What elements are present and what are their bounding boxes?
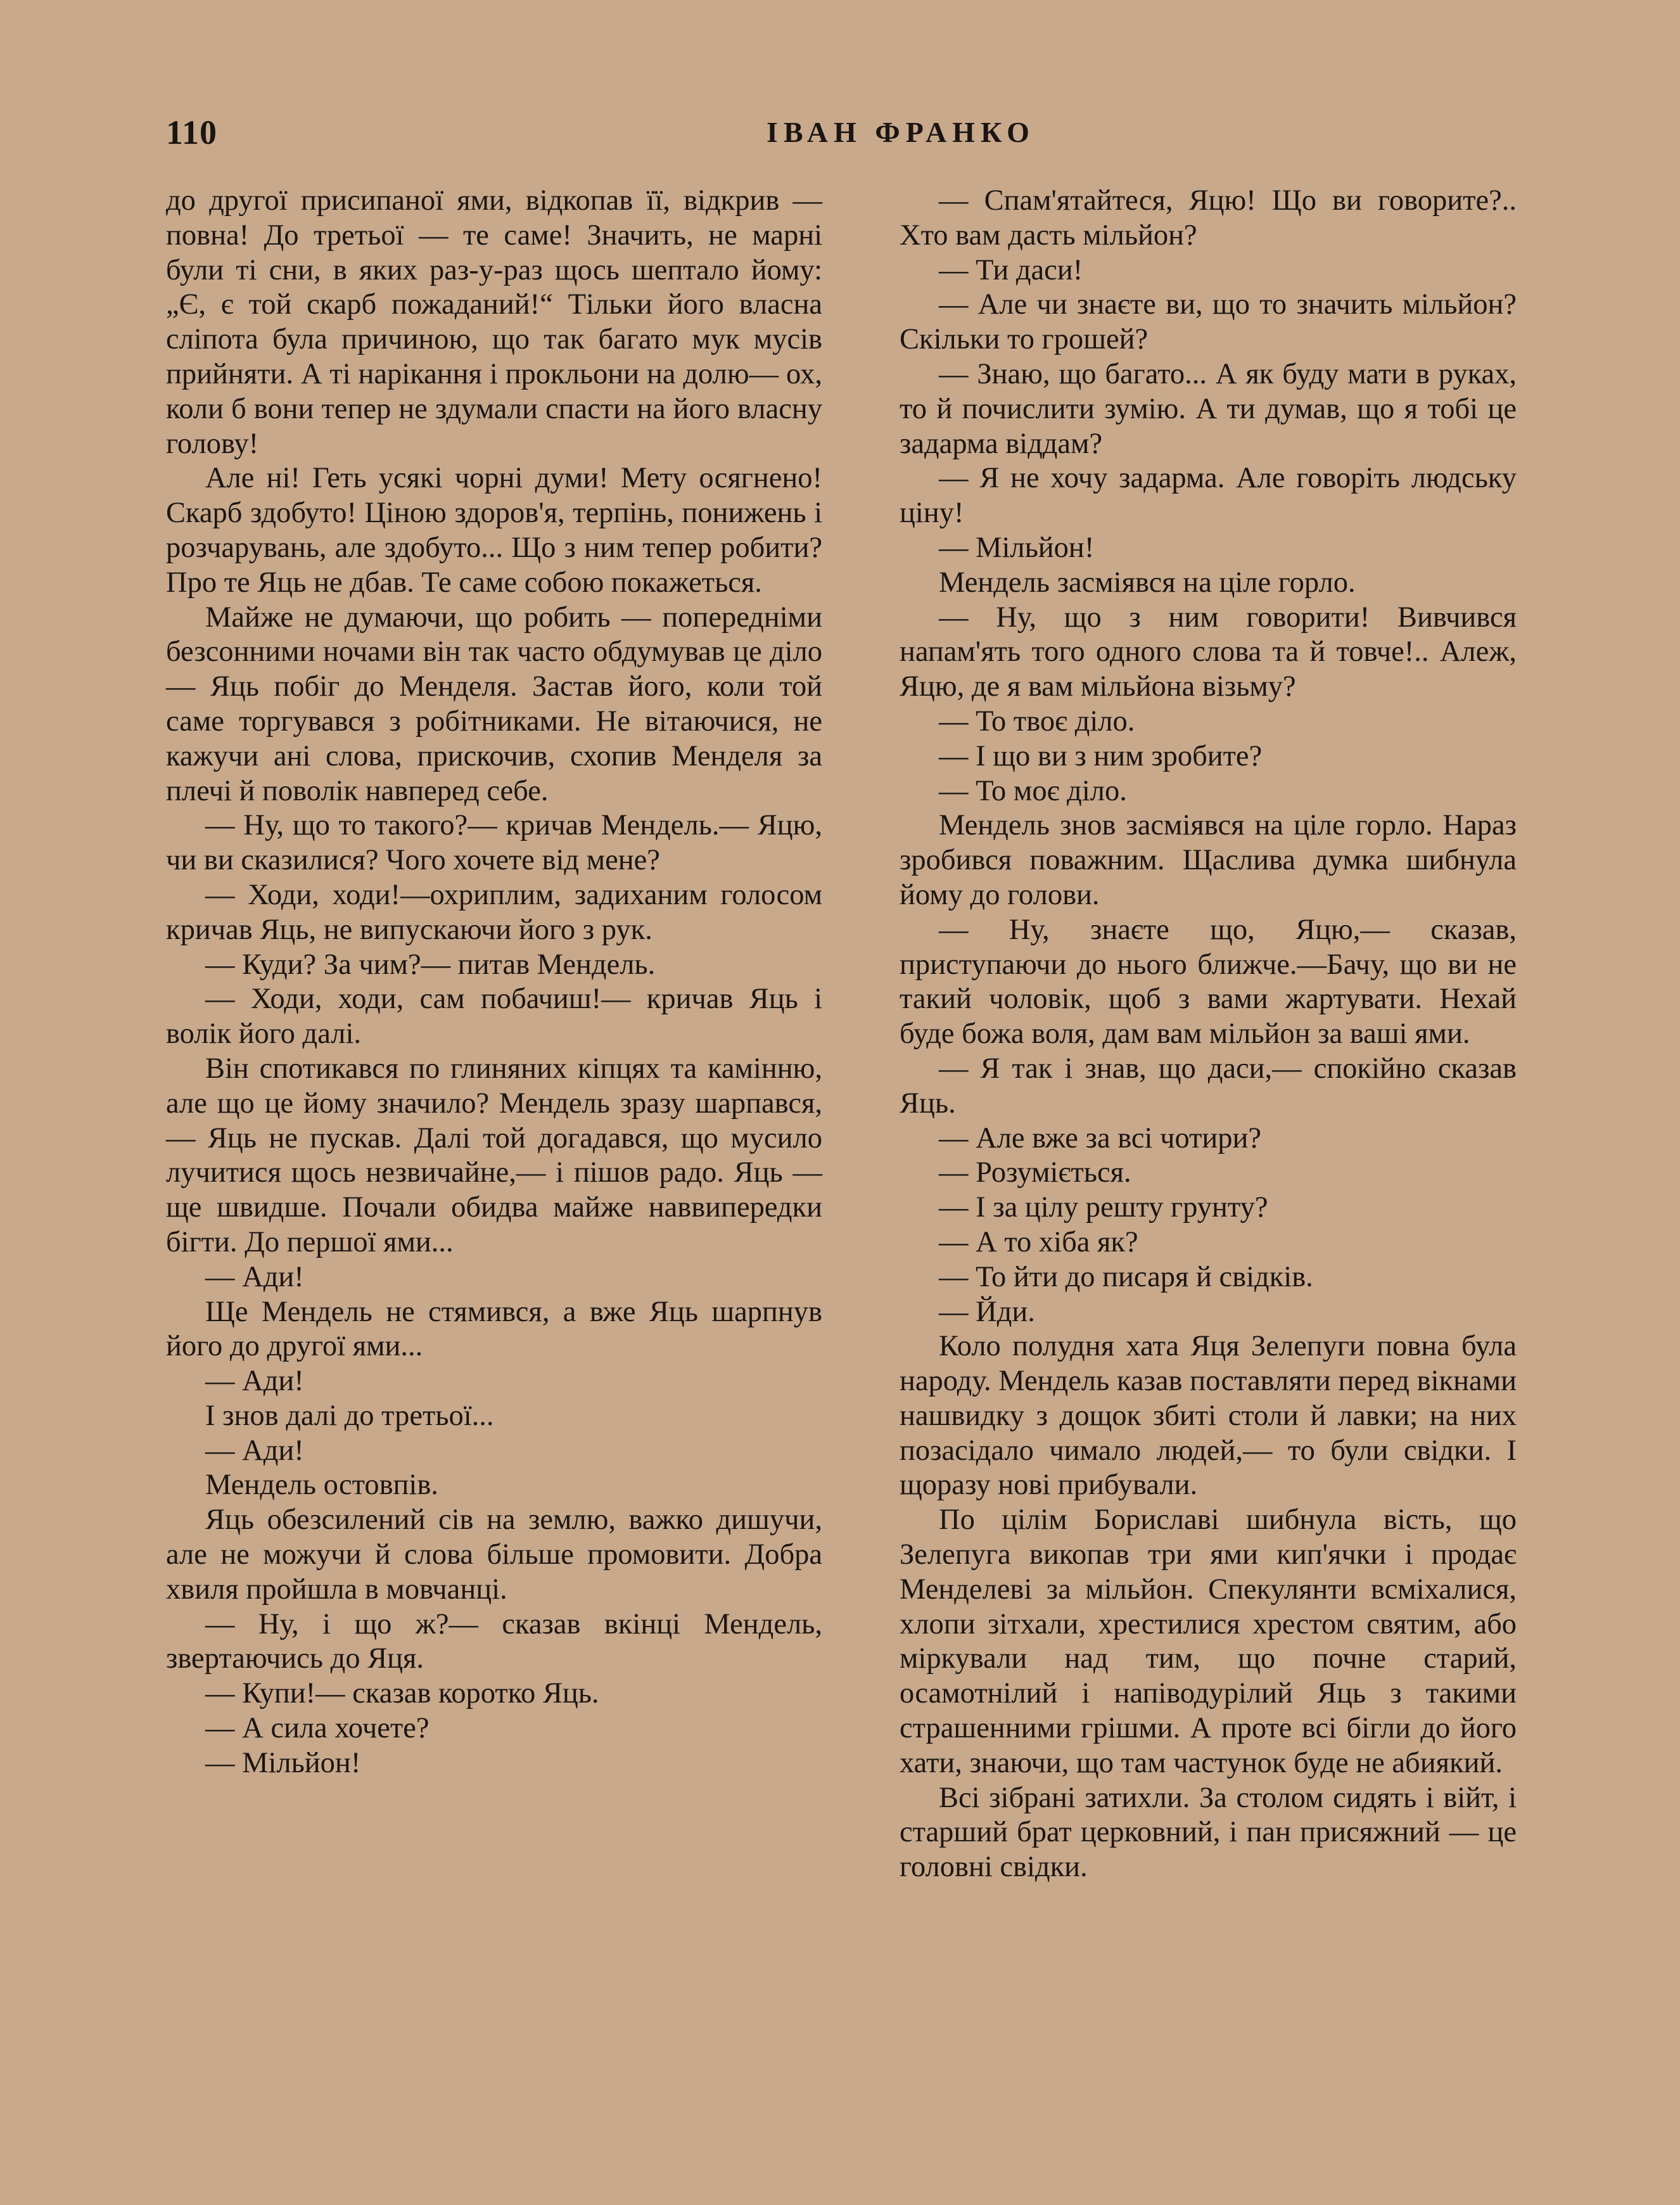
right-column [900,184,1517,1885]
paragraph: — І що ви з ним зробите? [939,739,1263,772]
paragraph: — Ти даси! [939,253,1083,286]
paragraph: — Ади! [205,1365,304,1398]
paragraph: — Я не хочу задарма. Але говоріть людську ціну! [900,462,1517,530]
page-number: 110 [166,113,218,151]
paragraph: Всі зібрані затихли. За столом сидять і війт, і старший брат церковний, і пан присяжний — це головні свідки. [900,1781,1517,1884]
paragraph: — Мільйон! [205,1746,361,1779]
left-column [166,184,822,1781]
paragraph: — Мільйон! [939,531,1095,564]
paragraph: Яць обезсилений сів на землю, важко дишучи, але не можучи й слова більше промовити. Добра хвиля пройшла в мовчанці. [166,1504,822,1606]
paragraph: — Ну, знаєте що, Яцю,— сказав, приступаючи до нього ближче.—Бачу, що ви не такий чоловік, щоб з вами жартувати. Нехай буде божа воля, дам вам мільйон за ваші ями. [900,913,1517,1051]
paragraph: — То йти до писаря й свідків. [939,1260,1313,1293]
paragraph: Він спотикався по глиняних кіпцях та камінню, але що це йому значило? Мендель зразу шарпався,— Яць не пускав. Далі той догадався, що мусило лучитися щось незвичайне,— і пішов радо. Яць — ще швидше. Почали обидва майже наввипередки бігти. До першої ями... [166,1052,822,1258]
paragraph: — Ади! [205,1434,304,1467]
paragraph: — Я так і знав, що даси,— спокійно сказав Яць. [900,1052,1517,1120]
paragraph: Майже не думаючи, що робить — попередніми безсонними ночами він так часто обдумував це діло — Яць побіг до Менделя. Застав його, коли той саме торгувався з робітниками. Не вітаючися, не кажучи ані слова, прискочив, схопив Менделя за плечі й поволік навперед себе. [166,601,822,807]
paragraph: — Розуміється. [939,1156,1131,1189]
paragraph: Мендель знов засміявся на ціле горло. Нараз зробився поважним. Щаслива думка шибнула йому до голови. [900,809,1517,911]
running-head: ІВАН ФРАНКО [767,116,1035,148]
paragraph: Але ні! Геть усякі чорні думи! Мету осягнено! Скарб здобуто! Ціною здоров'я, терпінь, понижень і розчарувань, але здобуто... Що з ним тепер робити? Про те Яць не дбав. Те саме собою покажеться. [166,462,822,599]
paragraph: Мендель остовпів. [205,1469,438,1502]
paragraph: — А сила хочете? [205,1712,430,1745]
paragraph: — Спам'ятайтеся, Яцю! Що ви говорите?.. Хто вам дасть мільйон? [900,184,1517,252]
paragraph: — Ну, і що ж?— сказав вкінці Мендель, звертаючись до Яця. [166,1607,822,1675]
paragraph: — Знаю, що багато... А як буду мати в руках, то й почислити зумію. А ти думав, що я тобі це задарма віддам? [900,357,1517,460]
paragraph: — Але чи знаєте ви, що то значить мільйон? Скільки то грошей? [900,288,1517,356]
paragraph: Мендель засміявся на ціле горло. [939,566,1356,599]
paragraph: — Ну, що то такого?— кричав Мендель.— Яцю, чи ви сказилися? Чого хочете від мене? [166,809,822,877]
paragraph: — Купи!— сказав коротко Яць. [205,1677,599,1710]
paragraph: — Куди? За чим?— питав Мендель. [205,948,656,981]
paragraph: Коло полудня хата Яця Зелепуги повна була народу. Мендель казав поставляти перед вікнами нашвидку з дощок збиті столи й лавки; на них позасідало чимало людей,— то були свідки. І щоразу нові прибували. [900,1330,1517,1502]
paragraph: — Ходи, ходи, сам побачиш!— кричав Яць і волік його далі. [166,983,822,1051]
paragraph: — І за цілу решту грунту? [939,1191,1268,1224]
paragraph: По цілім Бориславі шибнула вість, що Зелепуга викопав три ями кип'ячки і продає Менделеві за мільйон. Спекулянти всміхалися, хлопи зітхали, хрестилися хрестом святим, або міркували над тим, що почне старий, осамотнілий і напіводурілий Яць з такими страшенними грішми. А проте всі бігли до його хати, знаючи, що там частунок буде не абиякий. [900,1504,1517,1779]
paragraph: — То твоє діло. [939,705,1135,738]
paragraph: Ще Мендель не стямився, а вже Яць шарпнув його до другої ями... [166,1295,822,1363]
page-header [166,113,1515,163]
paragraph: — Ну, що з ним говорити! Вивчився напам'ять того одного слова та й товче!.. Алеж, Яцю, де я вам мільйона візьму? [900,601,1517,703]
paragraph: — Але вже за всі чотири? [939,1122,1262,1154]
paragraph: І знов далі до третьої... [205,1399,494,1432]
paragraph: — А то хіба як? [939,1225,1138,1258]
paragraph: — То моє діло. [939,774,1127,807]
paragraph: до другої присипаної ями, відкопав її, відкрив — повна! До третьої — те саме! Значить, не марні були ті сни, в яких раз-у-раз щось шептало йому: „Є, є той скарб пожаданий!“ Тільки його власна сліпота була причиною, що так багато мук мусів прийняти. А ті нарікання і прокльони на долю— ох, коли б вони тепер не здумали спасти на його власну голову! [166,184,822,460]
paragraph: — Ходи, ходи!—охриплим, задиханим голосом кричав Яць, не випускаючи його з рук. [166,878,822,946]
paragraph: — Ади! [205,1260,304,1293]
paragraph: — Йди. [939,1295,1035,1328]
